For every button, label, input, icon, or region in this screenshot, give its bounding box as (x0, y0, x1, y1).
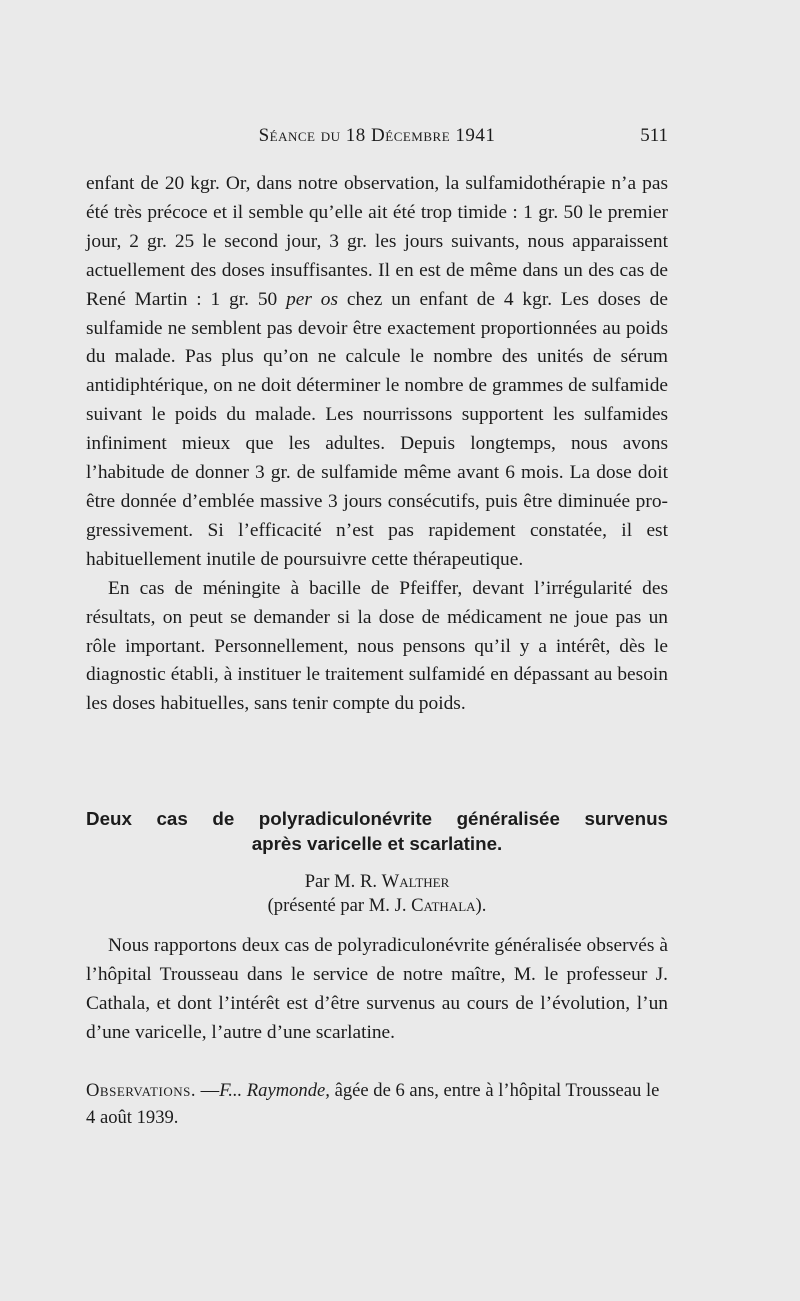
running-head-prefix: Séance du (258, 125, 341, 146)
paragraph-meningitis: En cas de méningite à bacille de Pfeiffer, devant l’irrégularité des résultats, on peut se demander si la dose de médicament ne joue pas un rôle important. Personnellement, nous pensons qu’il y a intérêt, dès le diagnostic établi, à instituer le traitement sulfamidé en dépassant au besoin les doses habituelles, sans tenir compte du poids. (86, 577, 668, 715)
presenter-suffix: ). (475, 895, 487, 916)
observations-dash: — (195, 1080, 220, 1101)
observations-label: Observations. (86, 1080, 196, 1101)
paragraph-continued-part2: chez un enfant de 4 kgr. Les doses de sulfamide ne semblent pas devoir être exactement proportionnées au poids du malade. Pas plus qu’on ne calcule le nombre des unités de sérum antidiphtérique, on ne doit déterminer le nombre de grammes de sulfamide suivant le poids du malade. Les nourrissons supportent les sulfamides infiniment mieux que les adultes. Depuis longtemps, nous avons l’habitude de donner 3 gr. de sulfamide même avant 6 mois. La dose doit être donnée d’emblée massive 3 jours consécutifs, puis être diminuée progressivement. Si l’efficacité n’est pas rapidement constatée, il est habituellement inutile de poursuivre cette thérapeutique. (86, 288, 668, 570)
running-head-month: Décembre (371, 125, 451, 146)
presenter-prefix: (présenté par M. J. (267, 895, 407, 916)
observations-text: âgée de 6 ans, entre à l’hôpital Trousseau le 4 août 1939. (86, 1080, 660, 1128)
article-title (86, 806, 668, 856)
running-head (86, 125, 668, 153)
presenter-line (86, 894, 668, 918)
italic-per-os: per os (286, 288, 339, 310)
paragraph-continued-part1: enfant de 20 kgr. Or, dans notre observation, la sulfamidothérapie n’a pas été très précoce et il semble qu’elle ait été trop timide : 1 gr. 50 le premier jour, 2 gr. 25 le second jour, 3 gr. les jours suivants, nous apparaissent actuellement des doses insuffisantes. Il en est de même dans un des cas de René Martin : 1 gr. 50 (86, 173, 668, 310)
article-title-line1: Deux cas de polyradiculonévrite généralisée survenus (86, 808, 668, 829)
article-byline (86, 870, 668, 918)
section-continued-text (86, 170, 668, 719)
observations-paragraph (86, 1077, 668, 1131)
patient-name: F... Raymonde, (219, 1080, 330, 1101)
paragraph-intro: Nous rapportons deux cas de polyradiculonévrite généralisée observés à l’hôpital Trousseau dans le service de notre maître, M. le professeur J. Cathala, et dont l’intérêt est d’être survenus au cours de l’évolution, l’un d’une varicelle, l’autre d’une scarlatine. (86, 935, 668, 1043)
article-intro (86, 932, 668, 1048)
running-head-title (86, 125, 668, 147)
author-name: Walther (381, 871, 450, 892)
running-head-day: 18 (345, 125, 366, 146)
running-head-year: 1941 (455, 125, 496, 146)
author-prefix: Par M. R. (304, 871, 378, 892)
author-line (86, 870, 668, 894)
page-number: 511 (640, 125, 668, 146)
presenter-name: Cathala (411, 895, 476, 916)
paragraph-continued (86, 170, 668, 575)
article-title-line2: après varicelle et scarlatine. (251, 833, 503, 854)
